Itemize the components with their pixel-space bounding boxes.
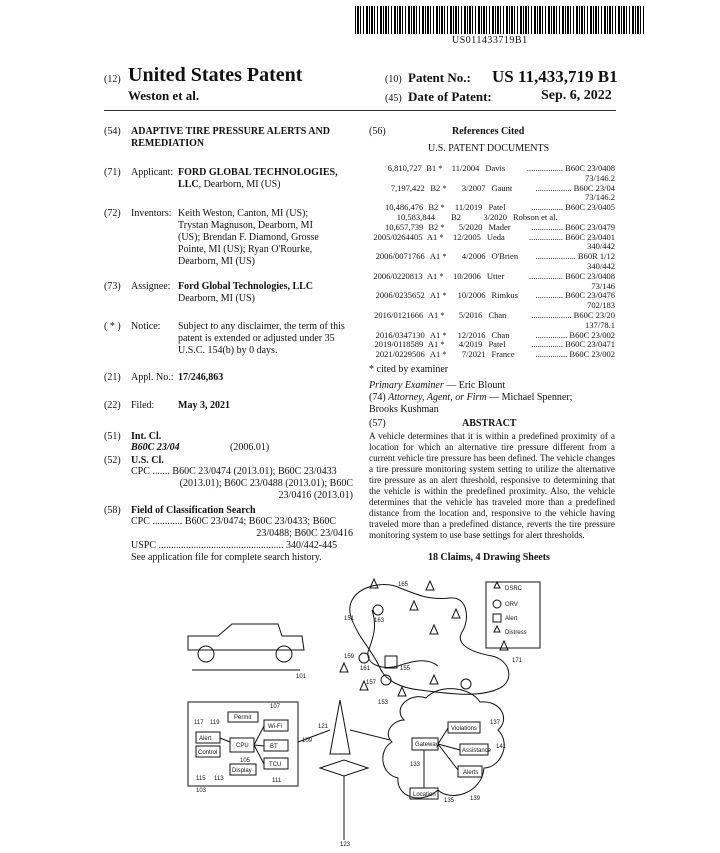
svg-text:105: 105 <box>240 758 251 764</box>
uscl-label: U.S. Cl. <box>131 455 164 466</box>
reference-continuation: 73/146.2 <box>585 172 615 183</box>
barcode-number: US011433719B1 <box>452 35 528 46</box>
svg-text:103: 103 <box>196 788 207 794</box>
reference-row: 6,810,727 B1 * 11/2004 Davis ................. B60C 23/0408 <box>387 163 615 173</box>
header-rule <box>104 110 616 111</box>
svg-text:135: 135 <box>444 798 455 804</box>
refs-subtitle: U.S. PATENT DOCUMENTS <box>428 143 550 154</box>
vehicle-marker-map <box>385 656 397 668</box>
svg-text:161: 161 <box>360 666 371 672</box>
svg-text:133: 133 <box>410 762 421 768</box>
attorney-firm: Brooks Kushman <box>369 404 439 415</box>
abstract-title: ABSTRACT <box>462 418 517 429</box>
inventors-list: Keith Weston, Canton, MI (US); Trystan Magnuson, Dearborn, MI (US); Brendan F. Diamond, Grosse Pointe, MI (US); Ryan O'Rourke, Dearborn, MI (US) <box>178 208 319 267</box>
inventors-short: Weston et al. <box>128 88 200 103</box>
reference-continuation: 73/146.2 <box>585 192 615 203</box>
svg-text:141: 141 <box>496 744 507 750</box>
reference-row: 2006/0235652 A1 * 10/2006 Rimkus ............. B60C 23/0476 <box>375 290 615 301</box>
title-code: (54) <box>104 126 121 137</box>
reference-continuation: 340/442 <box>587 260 615 271</box>
attorney: (74) Attorney, Agent, or Firm — Michael Spenner; <box>369 392 573 403</box>
svg-text:113: 113 <box>214 776 224 782</box>
code-12: (12) <box>104 74 121 85</box>
references-list <box>369 164 615 360</box>
box-cpu: CPU <box>236 743 249 749</box>
applicant-value: FORD GLOBAL TECHNOLOGIES, LLC, Dearborn, MI (US) <box>178 167 338 190</box>
patent-drawing <box>0 570 720 853</box>
box-display: Display <box>232 768 252 774</box>
reference-row: 10,486,476 B2 * 11/2019 Patel ............... B60C 23/0405 <box>385 202 615 213</box>
reference-row: 2006/0220813 A1 * 10/2006 Utter ................ B60C 23/0408 <box>373 270 615 281</box>
svg-text:153: 153 <box>378 700 389 706</box>
appl-code: (21) <box>104 372 121 383</box>
box-location: Location <box>413 792 436 798</box>
appl-number: 17/246,863 <box>178 372 224 383</box>
svg-text:151: 151 <box>344 616 355 622</box>
uscl-code: (52) <box>104 455 121 466</box>
reference-row: 10,583,844 B2 3/2020 Robson et al. <box>396 211 558 222</box>
patent-date: Sep. 6, 2022 <box>541 88 612 103</box>
inventors-code: (72) <box>104 208 121 219</box>
code-45: (45) <box>385 93 402 104</box>
svg-text:155: 155 <box>400 666 411 672</box>
filed-date: May 3, 2021 <box>178 400 230 411</box>
filed-code: (22) <box>104 400 121 411</box>
field-label: Field of Classification Search <box>131 505 256 516</box>
box-alerts: Alerts <box>463 770 479 776</box>
reference-row: 2016/0121666 A1 * 5/2016 Chan ................... B60C 23/20 <box>374 309 615 320</box>
box-control: Control <box>198 750 218 756</box>
svg-text:101: 101 <box>296 674 307 680</box>
filed-label: Filed: <box>131 400 155 411</box>
primary-examiner: Primary Examiner — Eric Blount <box>369 380 506 391</box>
box-wifi: Wi-Fi <box>268 724 282 730</box>
inventors-label: Inventors: <box>131 208 172 219</box>
svg-text:137: 137 <box>490 720 501 726</box>
svg-text:107: 107 <box>270 704 281 710</box>
circle-orv <box>461 679 471 689</box>
legend-orv: ORV <box>505 602 518 608</box>
box-assistance: Assistance <box>462 748 492 754</box>
intcl-code: (51) <box>104 431 121 442</box>
abstract-code: (57) <box>369 418 386 429</box>
cell-tower <box>330 700 350 754</box>
svg-text:111: 111 <box>272 778 282 784</box>
intcl-label: Int. Cl. <box>131 431 162 442</box>
box-permit: Permit <box>234 715 252 721</box>
intcl-class: B60C 23/04 <box>131 442 180 453</box>
cloud <box>383 689 504 798</box>
svg-text:123: 123 <box>340 842 351 848</box>
patent-title: ADAPTIVE TIRE PRESSURE ALERTS AND REMEDIATION <box>131 126 330 149</box>
claims-count: 18 Claims, 4 Drawing Sheets <box>428 552 550 563</box>
svg-text:159: 159 <box>344 654 355 660</box>
refs-title: References Cited <box>452 126 525 137</box>
reference-row: 2019/0118589 A1 * 4/2019 Patel ............... B60C 23/0471 <box>374 339 615 350</box>
appl-label: Appl. No.: <box>131 372 174 383</box>
box-violations: Violations <box>451 726 477 732</box>
svg-text:121: 121 <box>318 724 329 730</box>
box-gateway: Gateway <box>415 742 439 748</box>
field-code: (58) <box>104 505 121 516</box>
assignee-label: Assignee: <box>131 281 171 292</box>
reference-continuation: 340/442 <box>587 241 615 252</box>
svg-text:157: 157 <box>366 680 377 686</box>
circle-159 <box>359 653 369 663</box>
reference-continuation: 73/146 <box>591 280 615 291</box>
box-tcu: TCU <box>269 762 282 768</box>
refs-code: (56) <box>369 126 386 137</box>
reference-row: 10,657,739 B2 * 5/2020 Mader ............... B60C 23/0479 <box>385 221 615 232</box>
uscl-lines: CPC ....... B60C 23/0474 (2013.01); B60C 23/0433 (2013.01); B60C 23/0488 (2013.01); B60C 23/0416 (2013.01) <box>131 466 353 501</box>
legend-distress: Distress <box>505 630 527 636</box>
svg-text:115: 115 <box>196 776 206 782</box>
box-bt: BT <box>270 744 278 750</box>
patent-no-label: Patent No.: <box>408 70 471 85</box>
abstract-text: A vehicle determines that it is within a predefined proximity of a location for which an alternative tire pressure different from a current vehicle tire pressure has been defined. The vehicle changes a tire pressure monitoring system setting to utilize the alternative tire pressure as an alert threshold, responsive to determining that the vehicle is within the predefined proximity. Also, the vehicle determines that the vehicle has traveled more than a predefined distance from the location and, responsive to the vehicle having traveled more than a predefined distance, reverts the tire pressure monitoring system to use base settings for alert thresholds. <box>369 431 615 540</box>
svg-text:163: 163 <box>374 618 385 624</box>
document-type: United States Patent <box>128 64 303 86</box>
legend-alert: Alert <box>505 616 518 622</box>
svg-text:119: 119 <box>210 720 220 726</box>
reference-row: 2016/0347130 A1 * 12/2016 Chan ............... B60C 23/002 <box>375 329 615 340</box>
notice-text: Subject to any disclaimer, the term of this patent is extended or adjusted under 35 U.S.C. 154(b) by 0 days. <box>178 321 345 356</box>
legend-dsrc: DSRC <box>505 586 523 592</box>
circle-163 <box>373 605 383 615</box>
applicant-code: (71) <box>104 167 121 178</box>
reference-continuation: 702/183 <box>587 300 615 311</box>
reference-continuation: 137/78.1 <box>585 319 615 330</box>
assignee-code: (73) <box>104 281 121 292</box>
box-alert: Alert <box>199 736 212 742</box>
applicant-label: Applicant: <box>131 167 174 178</box>
date-label: Date of Patent: <box>408 89 492 104</box>
svg-text:109: 109 <box>302 738 313 744</box>
barcode <box>355 6 645 34</box>
reference-row: 7,197,422 B2 * 3/2007 Gaunt ................. B60C 23/04 <box>390 182 615 193</box>
code-10: (10) <box>385 74 402 85</box>
svg-text:139: 139 <box>470 796 481 802</box>
cited-by-examiner: * cited by examiner <box>369 364 449 375</box>
svg-text:165: 165 <box>398 582 409 588</box>
svg-text:171: 171 <box>512 658 523 664</box>
assignee-value: Ford Global Technologies, LLC Dearborn, MI (US) <box>178 281 314 304</box>
notice-code: ( * ) <box>104 321 121 332</box>
reference-row: 2006/0071766 A1 * 4/2006 O'Brien ................... B60R 1/12 <box>375 251 615 262</box>
notice-label: Notice: <box>131 321 161 332</box>
field-lines: CPC ............ B60C 23/0474; B60C 23/0433; B60C 23/0488; B60C 23/0416 USPC .................................................. 340/442-445 See application file for complete search history. <box>131 516 353 563</box>
map-outline <box>350 585 509 695</box>
patent-number: US 11,433,719 B1 <box>492 67 618 86</box>
reference-row: 2021/0229506 A1 * 7/2021 France ............... B60C 23/002 <box>375 349 615 360</box>
intcl-version: (2006.01) <box>230 442 270 453</box>
reference-row: 2005/0264405 A1 * 12/2005 Ueda ................ B60C 23/0401 <box>373 231 615 242</box>
svg-text:117: 117 <box>194 720 204 726</box>
